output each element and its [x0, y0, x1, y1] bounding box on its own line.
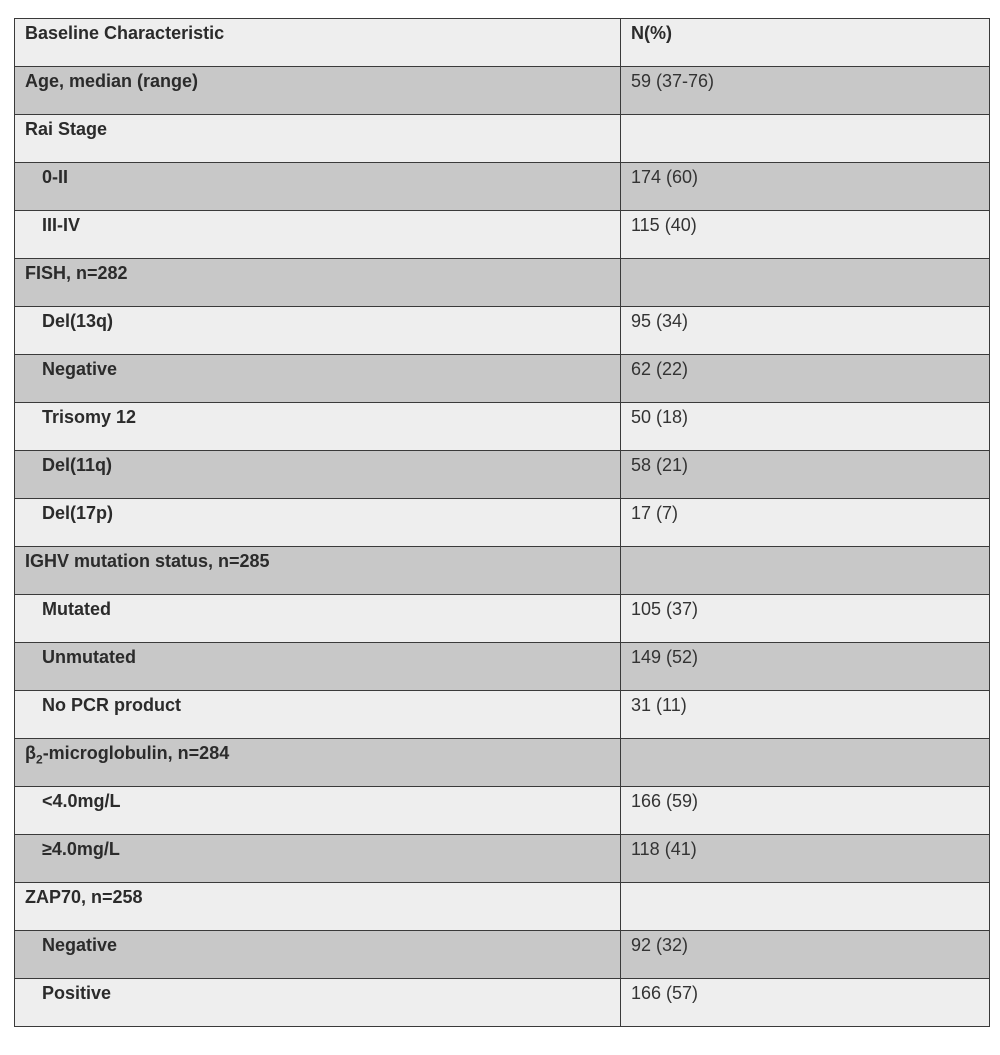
- row-value: 31 (11): [621, 691, 990, 739]
- table-row: [15, 643, 990, 691]
- baseline-characteristics-table-container: [14, 18, 989, 1027]
- table-row: [15, 547, 990, 595]
- table-row: [15, 115, 990, 163]
- row-label-text: ZAP70, n=258: [25, 887, 143, 907]
- row-value: 105 (37): [621, 595, 990, 643]
- row-value: [621, 547, 990, 595]
- table-row: [15, 739, 990, 787]
- table-body: [15, 67, 990, 1027]
- row-label-suffix: -microglobulin, n=284: [42, 743, 230, 763]
- table-row: [15, 979, 990, 1027]
- row-label: [15, 787, 621, 835]
- row-label-text: III-IV: [42, 215, 81, 235]
- row-value: 166 (59): [621, 787, 990, 835]
- table-row: [15, 691, 990, 739]
- row-value: 115 (40): [621, 211, 990, 259]
- row-label: [15, 979, 621, 1027]
- row-label-text: ≥4.0mg/L: [42, 839, 120, 859]
- table-row: [15, 835, 990, 883]
- table-row: [15, 259, 990, 307]
- row-label-text: Age, median (range): [25, 71, 199, 91]
- row-label: [15, 451, 621, 499]
- table-row: [15, 355, 990, 403]
- row-value: [621, 883, 990, 931]
- row-label: [15, 67, 621, 115]
- table-row: [15, 211, 990, 259]
- table-header-row: [15, 19, 990, 67]
- row-value: 59 (37-76): [621, 67, 990, 115]
- row-label-subscript: 2: [36, 752, 43, 767]
- row-value: 95 (34): [621, 307, 990, 355]
- row-label-text: FISH, n=282: [25, 263, 128, 283]
- table-row: [15, 67, 990, 115]
- row-label: [15, 547, 621, 595]
- header-characteristic: Baseline Characteristic: [15, 19, 621, 67]
- table-row: [15, 883, 990, 931]
- row-value: 62 (22): [621, 355, 990, 403]
- table-row: [15, 595, 990, 643]
- row-label-text: Del(11q): [42, 455, 113, 475]
- row-label: [15, 211, 621, 259]
- row-value: 58 (21): [621, 451, 990, 499]
- row-label-text: β: [25, 743, 36, 763]
- row-value: 92 (32): [621, 931, 990, 979]
- row-value: [621, 115, 990, 163]
- row-value: 166 (57): [621, 979, 990, 1027]
- row-label-text: Negative: [42, 935, 118, 955]
- header-value: N(%): [621, 19, 990, 67]
- row-label-text: Del(17p): [42, 503, 114, 523]
- table-row: [15, 403, 990, 451]
- row-value: 17 (7): [621, 499, 990, 547]
- row-label-text: Del(13q): [42, 311, 114, 331]
- row-label-text: Unmutated: [42, 647, 136, 667]
- row-label: [15, 739, 621, 787]
- row-label: [15, 499, 621, 547]
- table-row: [15, 307, 990, 355]
- row-value: 174 (60): [621, 163, 990, 211]
- table-row: [15, 499, 990, 547]
- row-label: [15, 355, 621, 403]
- row-label: [15, 403, 621, 451]
- baseline-characteristics-table: [14, 18, 990, 1027]
- row-label: [15, 259, 621, 307]
- row-label: [15, 835, 621, 883]
- table-row: [15, 163, 990, 211]
- row-value: 149 (52): [621, 643, 990, 691]
- row-label-text: Positive: [42, 983, 112, 1003]
- row-label-text: Trisomy 12: [42, 407, 137, 427]
- row-label: [15, 691, 621, 739]
- table-row: [15, 931, 990, 979]
- row-label-text: Rai Stage: [25, 119, 108, 139]
- row-label: [15, 307, 621, 355]
- row-label: [15, 643, 621, 691]
- row-value: 50 (18): [621, 403, 990, 451]
- row-label: [15, 883, 621, 931]
- row-label: [15, 163, 621, 211]
- row-value: 118 (41): [621, 835, 990, 883]
- row-label: [15, 931, 621, 979]
- row-value: [621, 739, 990, 787]
- table-row: [15, 787, 990, 835]
- row-label-text: <4.0mg/L: [42, 791, 121, 811]
- row-value: [621, 259, 990, 307]
- table-row: [15, 451, 990, 499]
- row-label-text: No PCR product: [42, 695, 181, 715]
- row-label: [15, 115, 621, 163]
- row-label-text: IGHV mutation status, n=285: [25, 551, 270, 571]
- row-label-text: 0-II: [42, 167, 69, 187]
- row-label-text: Negative: [42, 359, 118, 379]
- row-label-text: Mutated: [42, 599, 111, 619]
- row-label: [15, 595, 621, 643]
